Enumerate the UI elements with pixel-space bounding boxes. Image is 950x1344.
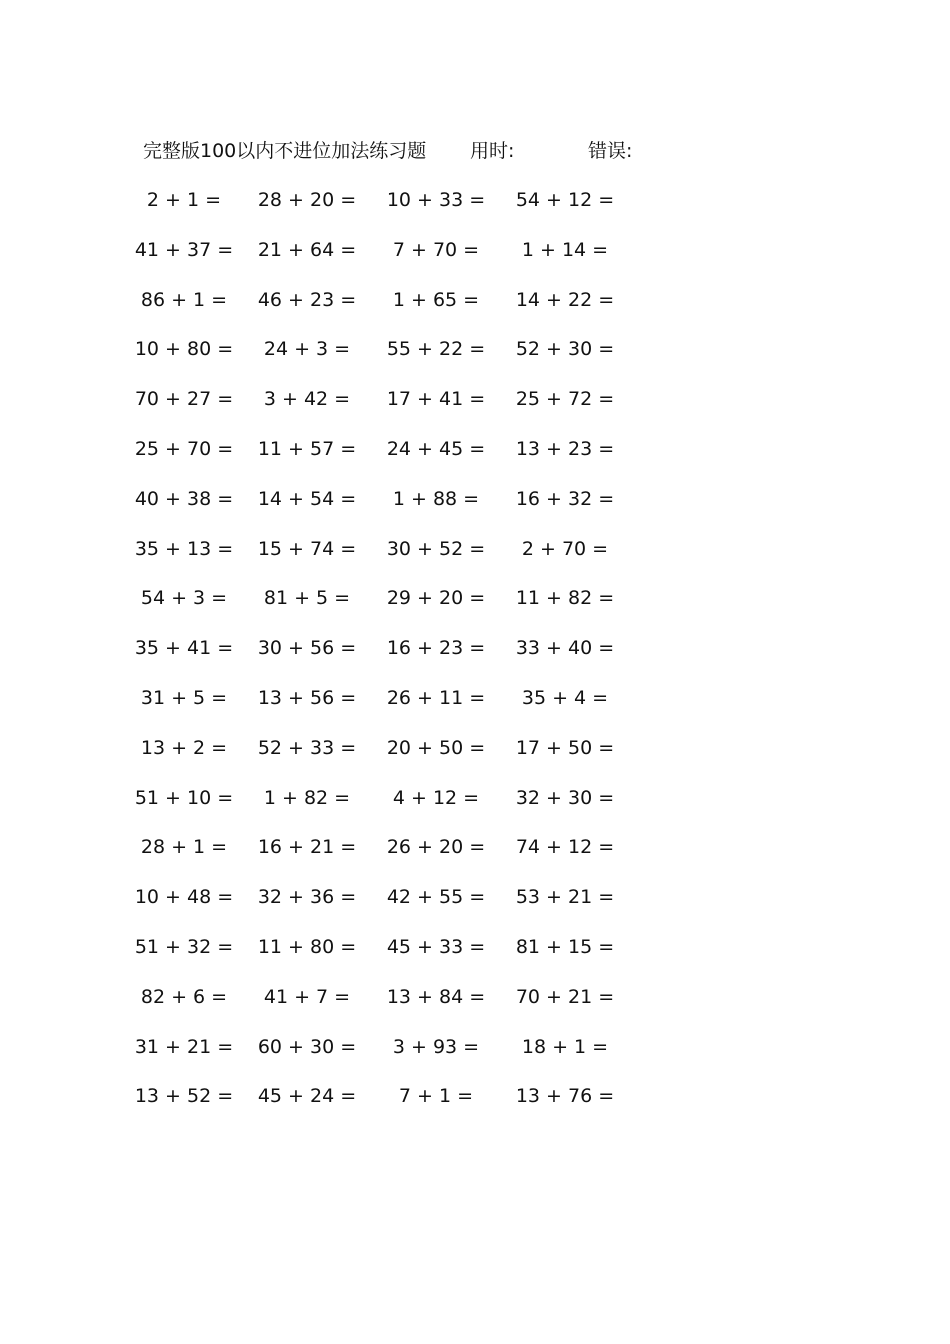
addition-problem: 24 + 45 = [386, 437, 486, 460]
addition-problem: 16 + 32 = [515, 487, 615, 510]
addition-problem: 32 + 30 = [515, 786, 615, 809]
addition-problem: 30 + 52 = [386, 537, 486, 560]
addition-problem: 16 + 21 = [257, 836, 357, 859]
problem-row [0, 631, 950, 681]
addition-problem: 17 + 50 = [515, 736, 615, 759]
addition-problem: 52 + 33 = [257, 736, 357, 759]
addition-problem: 10 + 33 = [386, 189, 486, 211]
addition-problem: 74 + 12 = [515, 836, 615, 859]
addition-problem: 13 + 52 = [134, 1085, 234, 1108]
problem-row [0, 382, 950, 432]
addition-problem: 1 + 65 = [392, 288, 480, 311]
addition-problem: 30 + 56 = [257, 637, 357, 660]
problem-row [0, 432, 950, 482]
problem-row [0, 581, 950, 631]
addition-problem: 14 + 22 = [515, 288, 615, 311]
addition-problem: 25 + 72 = [515, 388, 615, 411]
addition-problem: 35 + 4 = [521, 686, 609, 709]
problem-row [0, 1030, 950, 1080]
addition-problem: 31 + 5 = [140, 686, 228, 709]
addition-problem: 40 + 38 = [134, 487, 234, 510]
addition-problem: 1 + 14 = [521, 238, 609, 261]
addition-problem: 51 + 32 = [134, 935, 234, 958]
addition-problem: 13 + 2 = [140, 736, 228, 759]
problem-grid [0, 183, 950, 1129]
addition-problem: 3 + 93 = [392, 1035, 480, 1058]
problem-row [0, 731, 950, 781]
addition-problem: 16 + 23 = [386, 637, 486, 660]
problem-row [0, 183, 950, 233]
addition-problem: 13 + 76 = [515, 1085, 615, 1108]
addition-problem: 14 + 54 = [257, 487, 357, 510]
addition-problem: 24 + 3 = [263, 338, 351, 361]
addition-problem: 4 + 12 = [392, 786, 480, 809]
addition-problem: 33 + 40 = [515, 637, 615, 660]
problem-row [0, 781, 950, 831]
worksheet-header [0, 134, 950, 168]
addition-problem: 82 + 6 = [140, 985, 228, 1008]
addition-problem: 1 + 82 = [263, 786, 351, 809]
addition-problem: 2 + 70 = [521, 537, 609, 560]
problem-row [0, 233, 950, 283]
addition-problem: 10 + 80 = [134, 338, 234, 361]
addition-problem: 15 + 74 = [257, 537, 357, 560]
addition-problem: 54 + 12 = [515, 189, 615, 211]
addition-problem: 29 + 20 = [386, 587, 486, 610]
problem-row [0, 681, 950, 731]
addition-problem: 55 + 22 = [386, 338, 486, 361]
problem-row [0, 482, 950, 532]
problem-row [0, 830, 950, 880]
addition-problem: 45 + 33 = [386, 935, 486, 958]
problem-row [0, 283, 950, 333]
addition-problem: 86 + 1 = [140, 288, 228, 311]
addition-problem: 25 + 70 = [134, 437, 234, 460]
addition-problem: 20 + 50 = [386, 736, 486, 759]
addition-problem: 10 + 48 = [134, 886, 234, 909]
addition-problem: 13 + 56 = [257, 686, 357, 709]
addition-problem: 11 + 57 = [257, 437, 357, 460]
addition-problem: 2 + 1 = [146, 189, 222, 211]
addition-problem: 28 + 1 = [140, 836, 228, 859]
time-used-label: 用时: [470, 140, 515, 162]
addition-problem: 7 + 70 = [392, 238, 480, 261]
problem-row [0, 880, 950, 930]
addition-problem: 28 + 20 = [257, 189, 357, 211]
addition-problem: 13 + 23 = [515, 437, 615, 460]
addition-problem: 13 + 84 = [386, 985, 486, 1008]
addition-problem: 53 + 21 = [515, 886, 615, 909]
addition-problem: 17 + 41 = [386, 388, 486, 411]
addition-problem: 7 + 1 = [398, 1085, 474, 1108]
addition-problem: 11 + 82 = [515, 587, 615, 610]
addition-problem: 42 + 55 = [386, 886, 486, 909]
addition-problem: 41 + 37 = [134, 238, 234, 261]
addition-problem: 52 + 30 = [515, 338, 615, 361]
addition-problem: 3 + 42 = [263, 388, 351, 411]
addition-problem: 45 + 24 = [257, 1085, 357, 1108]
addition-problem: 35 + 13 = [134, 537, 234, 560]
addition-problem: 31 + 21 = [134, 1035, 234, 1058]
problem-row [0, 532, 950, 582]
problem-row [0, 980, 950, 1030]
errors-label: 错误: [588, 140, 633, 162]
addition-problem: 18 + 1 = [521, 1035, 609, 1058]
problem-row [0, 930, 950, 980]
addition-problem: 81 + 15 = [515, 935, 615, 958]
addition-problem: 51 + 10 = [134, 786, 234, 809]
addition-problem: 35 + 41 = [134, 637, 234, 660]
addition-problem: 46 + 23 = [257, 288, 357, 311]
problem-row [0, 1079, 950, 1129]
addition-problem: 1 + 88 = [392, 487, 480, 510]
addition-problem: 32 + 36 = [257, 886, 357, 909]
addition-problem: 26 + 20 = [386, 836, 486, 859]
addition-problem: 60 + 30 = [257, 1035, 357, 1058]
addition-problem: 26 + 11 = [386, 686, 486, 709]
addition-problem: 41 + 7 = [263, 985, 351, 1008]
addition-problem: 54 + 3 = [140, 587, 228, 610]
problem-row [0, 332, 950, 382]
addition-problem: 70 + 21 = [515, 985, 615, 1008]
addition-problem: 81 + 5 = [263, 587, 351, 610]
addition-problem: 11 + 80 = [257, 935, 357, 958]
addition-problem: 70 + 27 = [134, 388, 234, 411]
addition-problem: 21 + 64 = [257, 238, 357, 261]
worksheet-title: 完整版100以内不进位加法练习题 [143, 140, 427, 162]
